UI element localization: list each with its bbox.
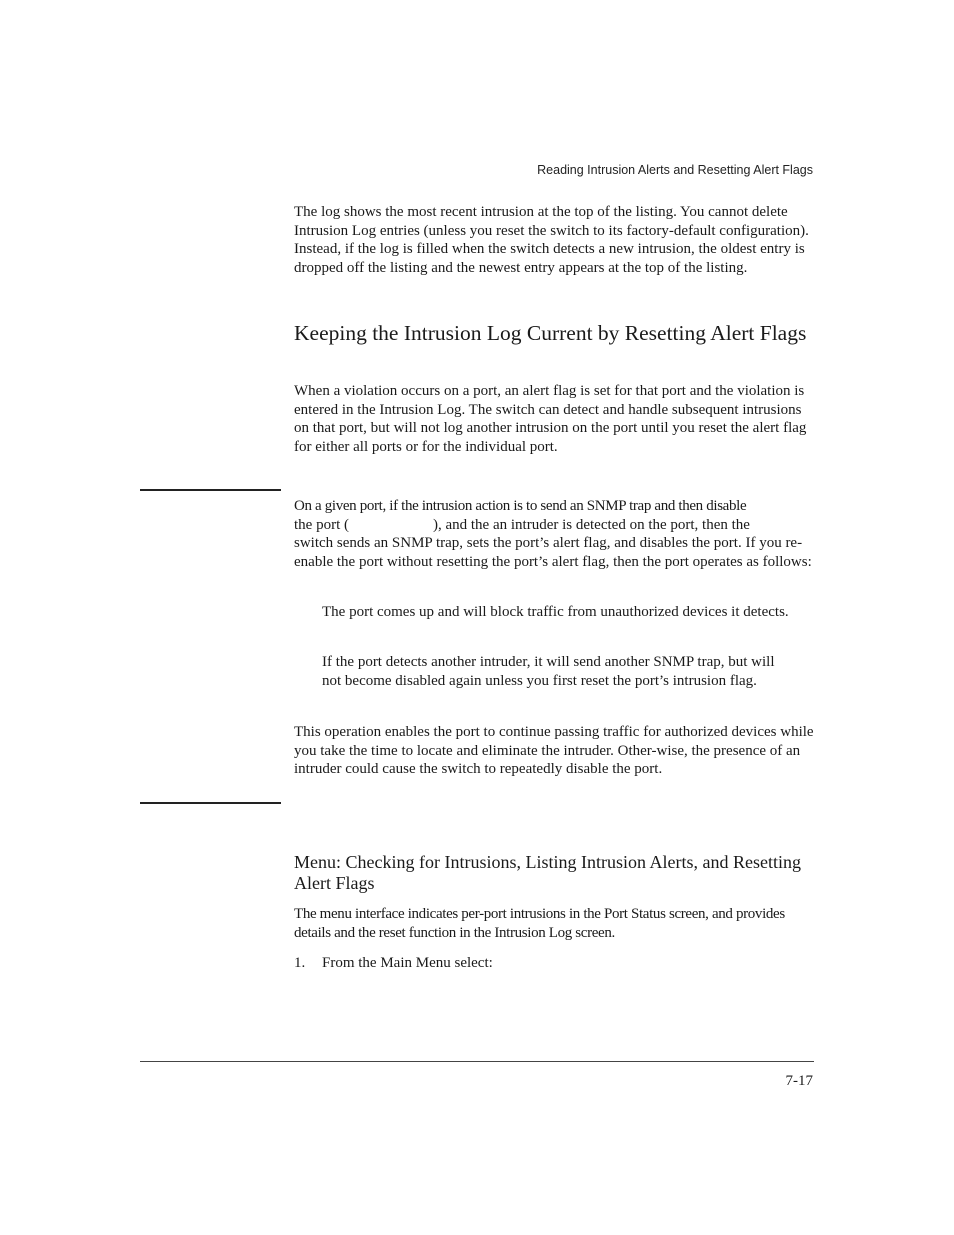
section-heading: Keeping the Intrusion Log Current by Resetting Alert Flags bbox=[294, 321, 807, 345]
step-text: From the Main Menu select: bbox=[322, 955, 493, 971]
note-line-2-start: the port ( bbox=[294, 516, 349, 533]
note-bullet-1: The port comes up and will block traffic from unauthorized devices it detects. bbox=[322, 604, 789, 620]
step-number: 1. bbox=[294, 955, 306, 971]
note-line-2-end: ), and the an intruder is detected on the port, then the bbox=[432, 516, 750, 533]
subsection-heading: Menu: Checking for Intrusions, Listing Intrusion Alerts, and Resetting Alert Flags bbox=[294, 852, 801, 893]
note-top-rule bbox=[140, 489, 281, 491]
note-rest: switch sends an SNMP trap, sets the port’s alert flag, and disables the port. If you re-enable the port without resetting the port’s alert flag, then the port operates as follows: bbox=[294, 535, 812, 571]
note-paragraph bbox=[294, 497, 816, 572]
subsection-paragraph: The menu interface indicates per-port intrusions in the Port Status screen, and provides details and the reset function in the Intrusion Log screen. bbox=[294, 906, 785, 941]
running-header: Reading Intrusion Alerts and Resetting Alert Flags bbox=[537, 163, 813, 177]
intro-paragraph: The log shows the most recent intrusion at the top of the listing. You cannot delete Intrusion Log entries (unless you reset the switch to its factory-default configuration). Instead, if the log is filled when the switch detects a new intrusion, the oldest entry is dropped off the listing and the newest entry appears at the top of the listing. bbox=[294, 204, 809, 277]
note-closing: This operation enables the port to continue passing traffic for authorized devices while you take the time to locate and eliminate the intruder. Other-wise, the presence of an intruder could cause the switch to repeatedly disable the port. bbox=[294, 724, 814, 778]
section-paragraph: When a violation occurs on a port, an alert flag is set for that port and the violation is entered in the Intrusion Log. The switch can detect and handle subsequent intrusions on that port, but will not log another intrusion on the port until you reset the alert flag for either all ports or for the individual port. bbox=[294, 383, 807, 456]
note-bottom-rule bbox=[140, 802, 281, 804]
note-line-1: On a given port, if the intrusion action is to send an SNMP trap and then disable bbox=[294, 498, 747, 514]
footer-rule bbox=[140, 1061, 814, 1062]
page-number: 7-17 bbox=[785, 1073, 813, 1089]
note-line-2 bbox=[294, 516, 816, 535]
note-bullet-2: If the port detects another intruder, it will send another SNMP trap, but will not become disabled again unless you first reset the port’s intrusion flag. bbox=[322, 654, 775, 689]
